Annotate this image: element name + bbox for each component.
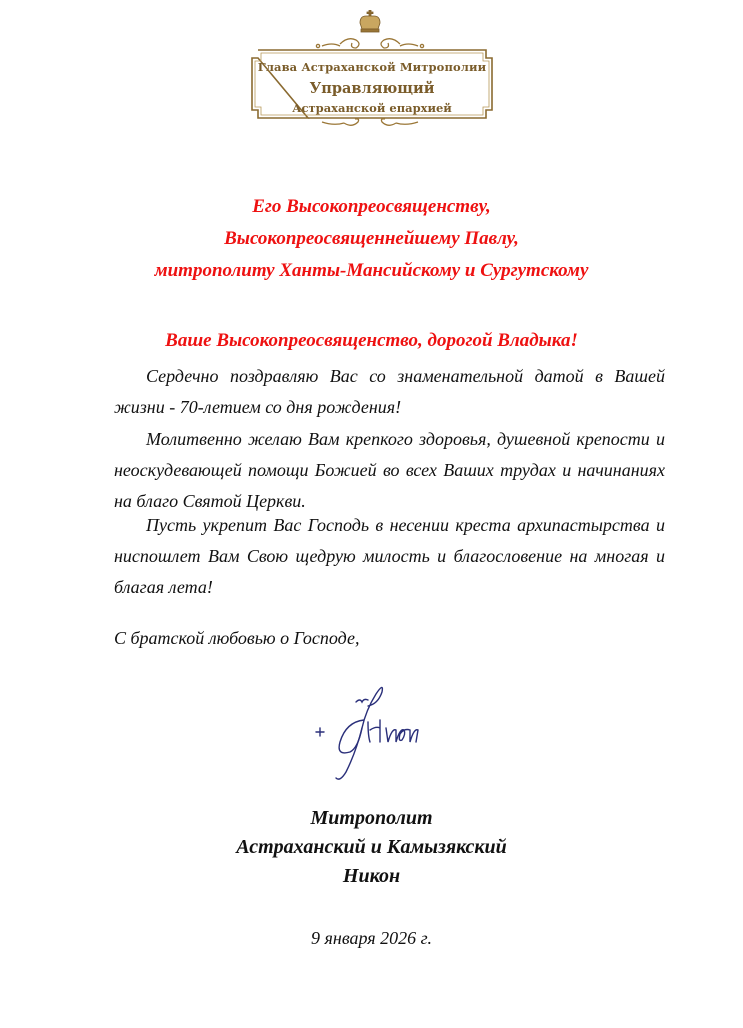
signatory-see: Астраханский и Камызякский [236, 836, 507, 858]
paragraph-2: Молитвенно желаю Вам крепкого здоровья, душевной крепости и неоскудевающей помощи Божией во всех Ваших трудах и начинаниях на благо Святой Церкви. [114, 429, 665, 511]
ornament-top [316, 39, 423, 48]
paragraph-3: Пусть укрепит Вас Господь в несении креста архипастырства и ниспошлет Вам Свою щедрую милость и благословение на многая и благая лета! [114, 515, 665, 597]
letterhead-title: Глава Астраханской Митрополии [257, 60, 487, 74]
addressee-line-1: Его Высокопреосвященству, [252, 196, 491, 217]
letter-date: 9 января 2026 г. [311, 928, 432, 948]
handwritten-signature [306, 672, 436, 787]
closing-line: С братской любовью о Господе, [114, 628, 360, 648]
letterhead-subtitle: Управляющий [309, 80, 435, 97]
body-paragraph [114, 424, 665, 517]
greeting: Ваше Высокопреосвященство, дорогой Владыка! [165, 330, 578, 351]
letterhead [248, 10, 496, 128]
body-paragraph [114, 510, 665, 603]
signatory-name: Никон [342, 865, 401, 887]
signatory-title: Митрополит [310, 807, 433, 829]
ornament-bottom [322, 119, 418, 125]
paragraph-1: Сердечно поздравляю Вас со знаменательной датой в Вашей жизни - 70-летием со дня рождения! [114, 366, 665, 417]
letterhead-diocese: Астраханской епархией [292, 101, 452, 115]
body-paragraph [114, 361, 665, 423]
addressee-line-3: митрополиту Ханты-Мансийскому и Сургутскому [154, 260, 589, 281]
addressee-line-2: Высокопреосвященнейшему Павлу, [224, 228, 519, 249]
crown-icon [360, 10, 380, 32]
